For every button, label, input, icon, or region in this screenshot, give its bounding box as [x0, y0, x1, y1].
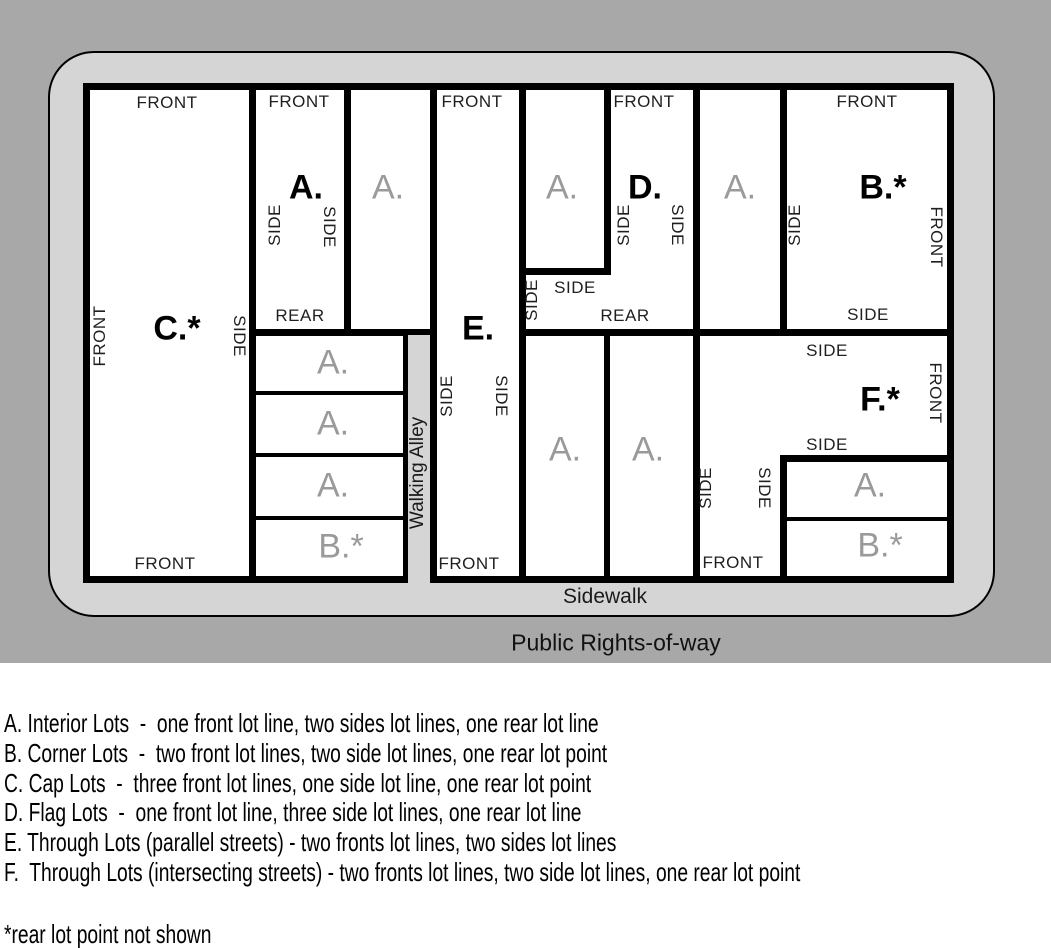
lot-a4-gray-letter: A.	[548, 430, 582, 469]
notch-a-gray-letter: A.	[853, 466, 887, 505]
sidewalk-label: Sidewalk	[562, 585, 648, 608]
lot-b-front-right: FRONT	[927, 206, 946, 268]
lot-b-letter: B.*	[859, 168, 907, 207]
lot-line	[604, 329, 610, 583]
lot-b-front-top: FRONT	[836, 92, 898, 111]
lot-a-rear: REAR	[275, 306, 325, 325]
lot-a1-gray-letter: A.	[371, 168, 405, 207]
lot-c-letter: C.*	[153, 309, 201, 348]
lot-e-letter: E.	[461, 309, 495, 348]
lot-f-leg-side-left: SIDE	[696, 467, 715, 509]
lot-f-front-right: FRONT	[926, 362, 945, 424]
lot-e-side-left: SIDE	[437, 375, 456, 417]
lot-a-side-right: SIDE	[320, 206, 339, 248]
lot-line	[519, 268, 611, 275]
lot-line	[344, 83, 351, 336]
lot-c-front-top: FRONT	[136, 93, 198, 112]
legend-item-e: E. Through Lots (parallel streets) - two fronts lot lines, two sides lot lines	[4, 827, 617, 858]
lot-d-rear: REAR	[600, 306, 650, 325]
lot-f-letter: F.*	[860, 380, 900, 419]
lot-line	[83, 83, 90, 583]
stack-a1-gray-letter: A.	[316, 343, 350, 382]
lot-d-letter: D.	[628, 168, 662, 207]
lot-c-side-right: SIDE	[230, 315, 249, 357]
lot-a-front-top: FRONT	[268, 92, 330, 111]
legend-item-f: F. Through Lots (intersecting streets) - two fronts lot lines, two side lot lines, one rear lot point	[4, 856, 801, 887]
lot-line	[83, 83, 954, 90]
legend-footnote: *rear lot point not shown	[4, 919, 212, 948]
lot-c-front-left: FRONT	[90, 305, 109, 367]
lot-b-side-bottom: SIDE	[847, 305, 889, 324]
lot-line	[430, 576, 954, 583]
lot-d-side-left: SIDE	[614, 204, 633, 246]
lot-a-side-left: SIDE	[265, 204, 284, 246]
lot-a2-gray-letter: A.	[545, 168, 579, 207]
lot-line	[780, 455, 954, 462]
stack-a3-gray-letter: A.	[316, 466, 350, 505]
walking-alley-label: Walking Alley	[407, 416, 428, 530]
legend-item-a: A. Interior Lots - one front lot line, two sides lot lines, one rear lot line	[4, 708, 599, 738]
legend-item-d: D. Flag Lots - one front lot line, three side lot lines, one rear lot line	[4, 797, 582, 828]
lot-a5-gray-letter: A.	[631, 430, 665, 469]
lot-line	[780, 455, 787, 583]
lot-a-letter: A.	[289, 168, 323, 207]
lot-d-front-top: FRONT	[613, 92, 675, 111]
lot-d-pole-side-left: SIDE	[522, 279, 541, 321]
lot-b-side-left: SIDE	[785, 204, 804, 246]
lot-line	[787, 517, 947, 521]
lot-d-side-right: SIDE	[668, 204, 687, 246]
lot-line	[256, 453, 403, 457]
legend-item-b: B. Corner Lots - two front lot lines, two side lot lines, one rear lot point	[4, 737, 608, 768]
lot-line	[519, 329, 954, 336]
lot-d-pole-side-top: SIDE	[554, 278, 596, 297]
lot-f-front-bottom: FRONT	[702, 553, 764, 572]
lot-line	[604, 83, 611, 275]
lot-line	[256, 391, 403, 395]
lot-c-front-bottom: FRONT	[134, 554, 196, 573]
lot-f-side-top: SIDE	[806, 341, 848, 360]
notch-b-gray-letter: B.*	[857, 526, 903, 565]
lot-f-side-mid: SIDE	[806, 435, 848, 454]
legend-item-c: C. Cap Lots - three front lot lines, one side lot line, one rear lot point	[4, 767, 592, 798]
public-rights-of-way-label: Public Rights-of-way	[511, 629, 721, 656]
lot-e-front-bottom: FRONT	[438, 554, 500, 573]
stack-b-gray-letter: B.*	[318, 527, 364, 566]
legend	[4, 709, 1051, 888]
lot-f-leg-side-right: SIDE	[755, 467, 774, 509]
lot-e-front-top: FRONT	[441, 92, 503, 111]
lot-line	[83, 576, 408, 583]
lot-line	[256, 516, 403, 520]
lot-e-side-right: SIDE	[492, 375, 511, 417]
lot-a3-gray-letter: A.	[723, 168, 757, 207]
stack-a2-gray-letter: A.	[316, 404, 350, 443]
